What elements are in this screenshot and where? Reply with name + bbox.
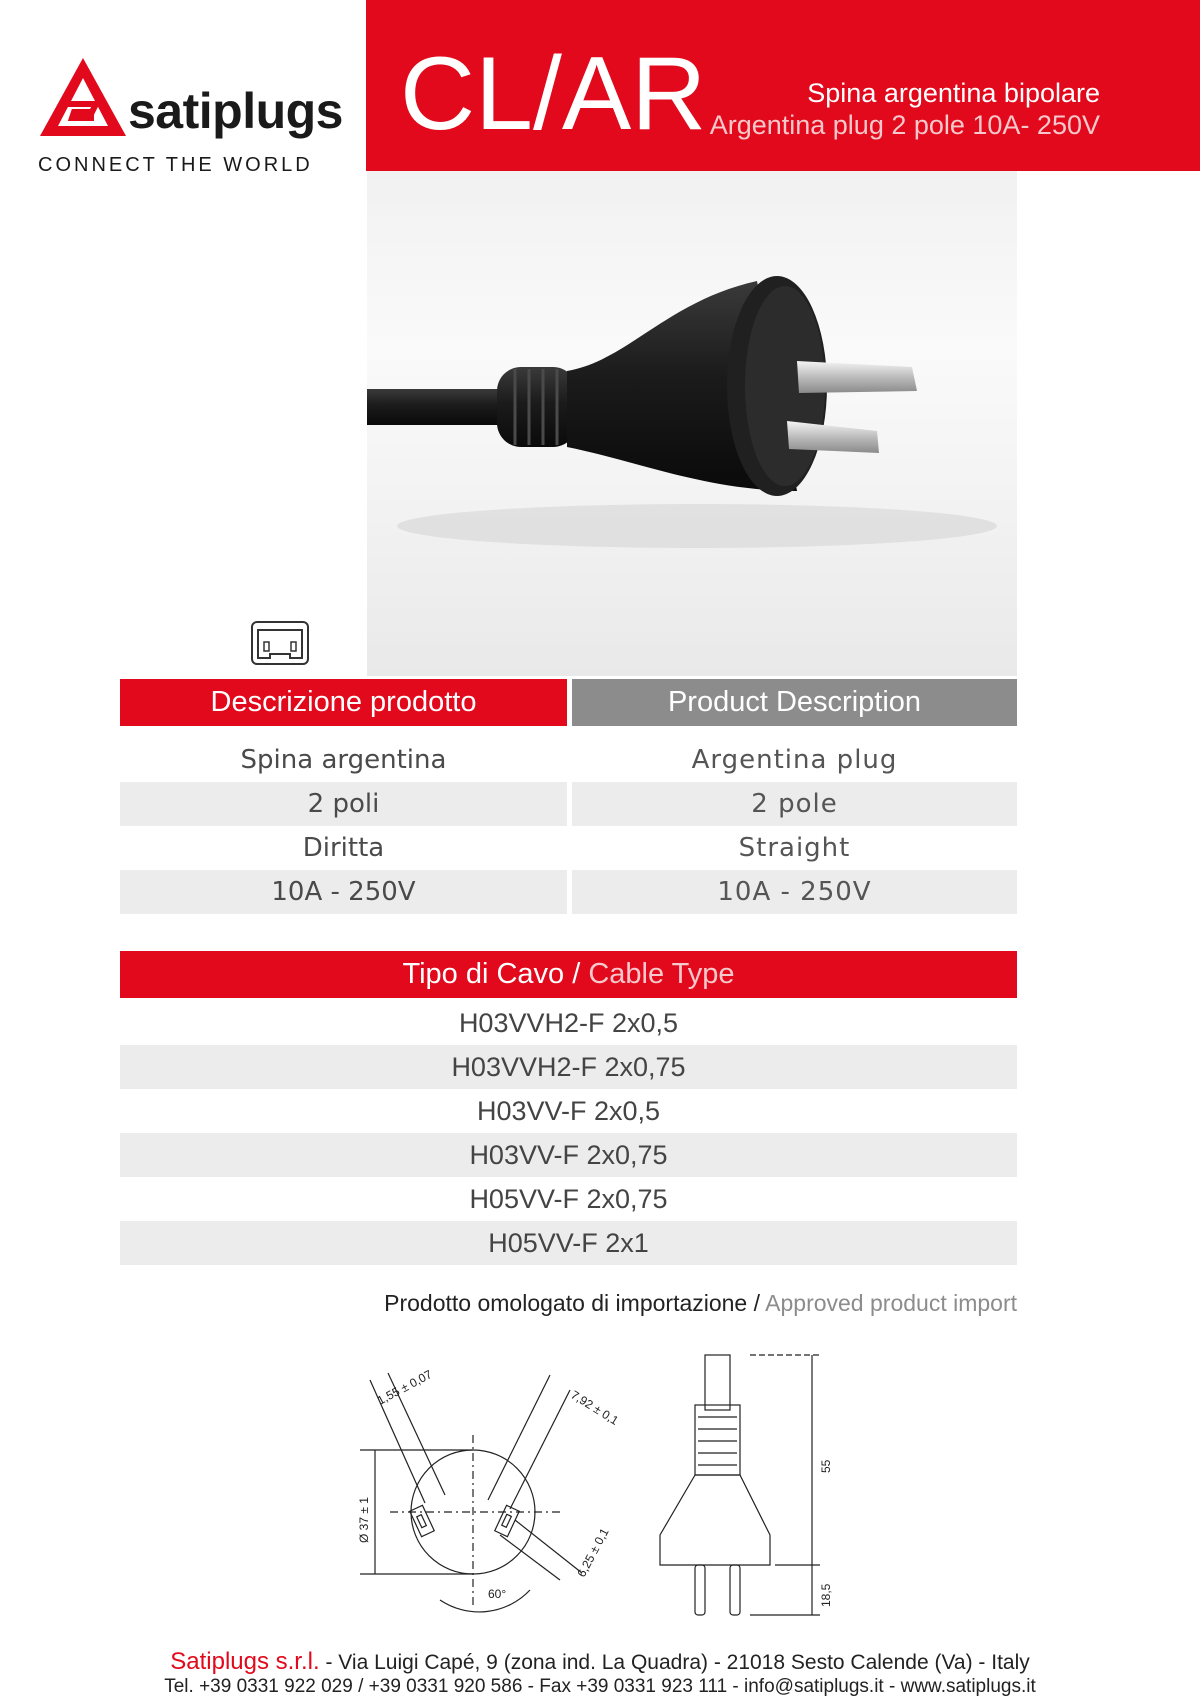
satiplugs-logo-icon xyxy=(38,56,128,140)
footer-contacts: Tel. +39 0331 922 029 / +39 0331 920 586 - Fax +39 0331 923 111 - info@satiplugs.it - www.satiplugs.it xyxy=(164,1676,1036,1697)
description-row-it: 10A - 250V xyxy=(120,870,567,914)
dim-pin-offset: 6,25 ± 0,1 xyxy=(574,1525,612,1580)
cable-header-separator: / xyxy=(572,958,581,990)
footer-company: Satiplugs s.r.l. xyxy=(170,1648,320,1675)
brand-name: satiplugs xyxy=(128,83,343,139)
dim-height: 55 xyxy=(819,1459,833,1473)
approved-note xyxy=(384,1290,1017,1317)
description-row-en: 10A - 250V xyxy=(572,870,1017,914)
dim-pin-height: 18,5 xyxy=(819,1583,833,1607)
description-row-en: Argentina plug xyxy=(691,745,898,775)
cable-row: H03VV-F 2x0,75 xyxy=(120,1133,1017,1177)
product-code: CL/AR xyxy=(400,36,707,152)
footer-address: - Via Luigi Capé, 9 (zona ind. La Quadra) - 21018 Sesto Calende (Va) - Italy xyxy=(319,1651,1030,1674)
dim-diameter: Ø 37 ± 1 xyxy=(357,1497,371,1543)
description-row-en: Straight xyxy=(738,833,851,863)
cable-row: H03VVH2-F 2x0,5 xyxy=(458,1007,679,1038)
product-subtitle-it: Spina argentina bipolare xyxy=(807,78,1100,108)
product-photo xyxy=(367,171,1017,676)
approved-it: Prodotto omologato di importazione xyxy=(384,1290,748,1316)
cable-header-it: Tipo di Cavo xyxy=(402,958,565,990)
product-subtitle-en: Argentina plug 2 pole 10A- 250V xyxy=(709,110,1100,140)
brand-tagline: CONNECT THE WORLD xyxy=(38,154,313,176)
description-row-en: 2 pole xyxy=(572,782,1017,826)
technical-drawing xyxy=(350,1345,870,1635)
cable-row: H03VV-F 2x0,5 xyxy=(476,1095,661,1126)
cable-type-header xyxy=(120,951,1017,998)
approved-separator: / xyxy=(753,1290,761,1316)
cable-row: H05VV-F 2x0,75 xyxy=(469,1183,668,1214)
dim-pin-width: 1,55 ± 0,07 xyxy=(374,1367,435,1408)
connector-icon xyxy=(250,620,310,666)
description-row-it: Diritta xyxy=(302,833,385,863)
approved-en: Approved product import xyxy=(765,1290,1017,1316)
cable-header-en: Cable Type xyxy=(588,958,735,990)
dim-angle: 60° xyxy=(488,1587,507,1601)
cable-row: H03VVH2-F 2x0,75 xyxy=(120,1045,1017,1089)
cable-row: H05VV-F 2x1 xyxy=(120,1221,1017,1265)
description-row-it: Spina argentina xyxy=(240,745,447,775)
description-header-en: Product Description xyxy=(572,679,1017,726)
dim-pin-length: 7,92 ± 0,1 xyxy=(568,1387,622,1428)
footer-address-line xyxy=(0,1648,1200,1676)
description-row-it: 2 poli xyxy=(120,782,567,826)
description-header-it: Descrizione prodotto xyxy=(120,679,567,726)
